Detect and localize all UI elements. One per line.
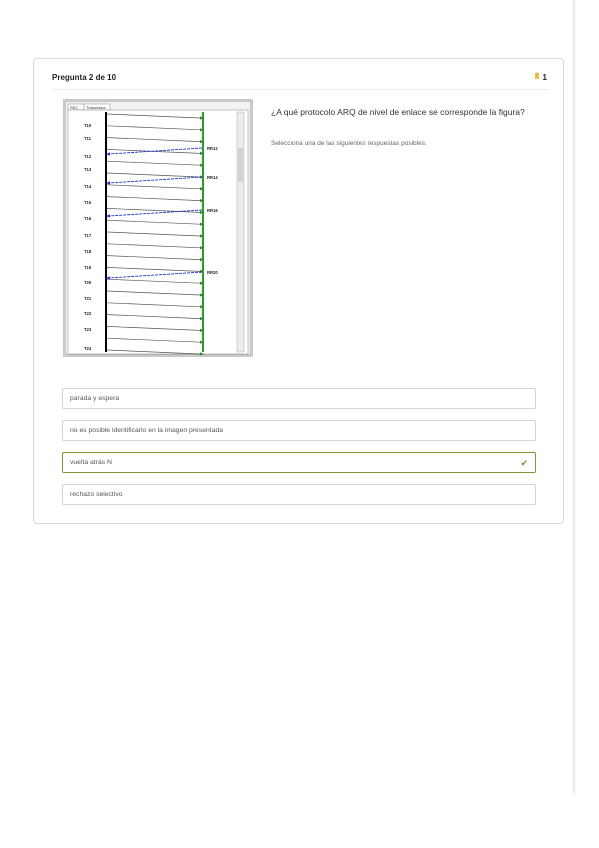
ack-label: RR14 xyxy=(207,175,218,180)
score-indicator xyxy=(533,72,547,82)
figure-tab-transmisor: Transmisor xyxy=(86,105,106,110)
answer-option[interactable] xyxy=(62,388,536,409)
question-text: ¿A qué protocolo ARQ de nivel de enlace se corresponde la figura? xyxy=(271,107,525,117)
right-divider xyxy=(573,0,575,793)
question-card xyxy=(33,58,564,524)
time-label: T19 xyxy=(84,265,92,270)
check-icon: ✔ xyxy=(520,458,528,468)
answer-option-label: no es posible identificarlo en la imagen presentada xyxy=(70,427,224,434)
answer-option[interactable] xyxy=(62,484,536,505)
arq-diagram-svg xyxy=(64,100,252,356)
ack-label: RR16 xyxy=(207,208,218,213)
answer-option-label: parada y espera xyxy=(70,395,120,402)
time-label: T21 xyxy=(84,296,92,301)
arq-diagram-image xyxy=(63,99,253,357)
ack-label: RR12 xyxy=(207,146,218,151)
time-label: T20 xyxy=(84,280,92,285)
figure-scrollbar-thumb xyxy=(238,148,243,182)
time-label: T14 xyxy=(84,184,92,189)
time-label: T22 xyxy=(84,311,92,316)
answer-option[interactable] xyxy=(62,420,536,441)
answer-option[interactable] xyxy=(62,452,536,473)
time-label: T17 xyxy=(84,233,92,238)
score-value: 1 xyxy=(542,72,547,82)
figure-tab-sec: SEC xyxy=(70,105,79,110)
time-label: T10 xyxy=(84,123,92,128)
time-label: T15 xyxy=(84,200,92,205)
time-label: T23 xyxy=(84,327,92,332)
ack-label: RR20 xyxy=(207,270,218,275)
time-label: T11 xyxy=(84,136,91,141)
time-label: T16 xyxy=(84,216,92,221)
answer-option-label: vuelta atrás N xyxy=(70,459,112,466)
time-label: T18 xyxy=(84,249,92,254)
question-header xyxy=(52,73,549,90)
question-instructions: Selecciona una de las siguientes respuestas posibles: xyxy=(271,140,427,147)
time-label: T12 xyxy=(84,154,92,159)
question-counter: Pregunta 2 de 10 xyxy=(52,73,117,82)
trophy-icon xyxy=(533,72,541,82)
answer-option-label: rechazo selectivo xyxy=(70,491,123,498)
time-label: T13 xyxy=(84,167,92,172)
time-label: T24 xyxy=(84,346,92,351)
